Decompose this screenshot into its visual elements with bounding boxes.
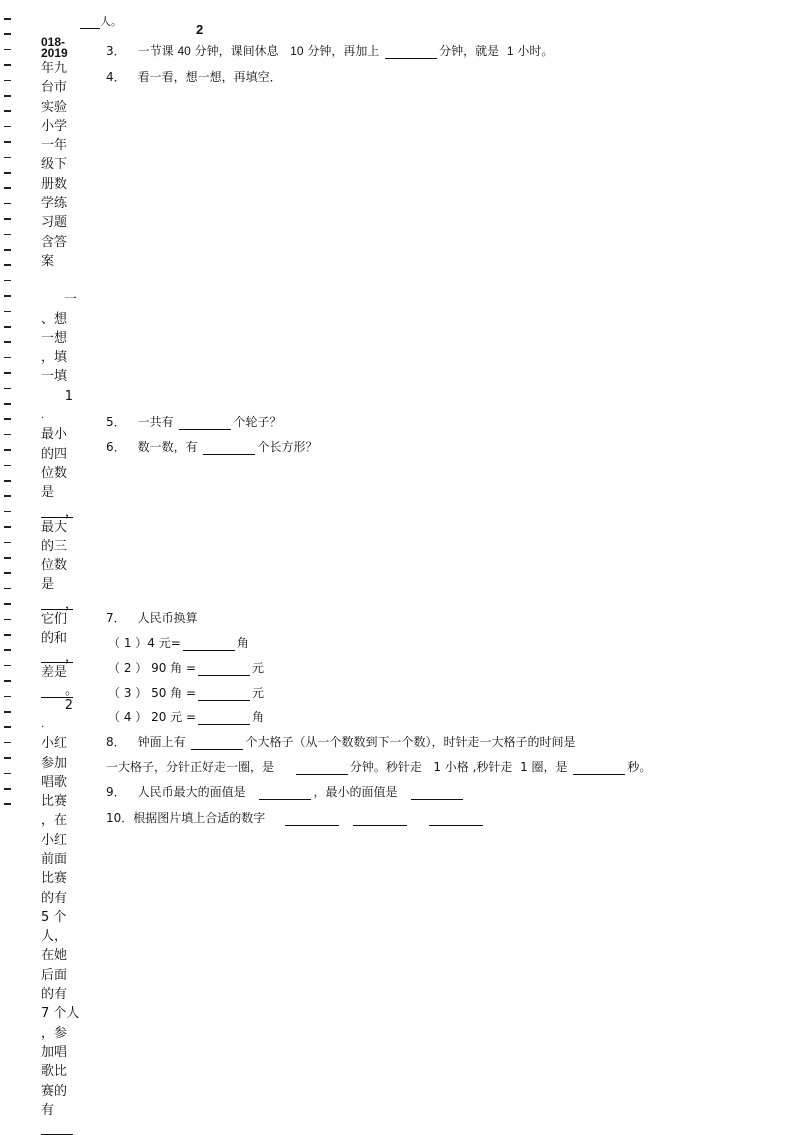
- question-4: [106, 68, 282, 85]
- column-char: 5 个: [41, 909, 67, 925]
- question-8-line-2: [106, 758, 651, 775]
- q8-text-b: 个大格子（从一个数数到下一个数），时针走一大格子的时间是: [245, 735, 576, 749]
- binding-dash: [4, 311, 11, 313]
- column-char: 有: [41, 1102, 55, 1118]
- binding-dash: [4, 126, 11, 128]
- q8-answer-blank-3[interactable]: [573, 762, 625, 775]
- binding-dash: [4, 372, 11, 374]
- top-blank: [80, 16, 100, 29]
- binding-dash: [4, 341, 11, 343]
- column-char: 比赛: [41, 871, 68, 887]
- column-char: 一填: [41, 369, 68, 385]
- q7-item: [108, 659, 264, 676]
- column-char: 最小: [41, 427, 68, 443]
- top-unit: 人。: [100, 15, 122, 28]
- binding-dash: [4, 711, 11, 713]
- column-char: 含答: [41, 234, 68, 250]
- binding-dash: [4, 95, 11, 97]
- q3-num-1: 40: [177, 44, 191, 58]
- column-char: 的和: [41, 631, 68, 647]
- q8-text-d: 分钟。秒针走: [349, 760, 422, 774]
- q8-text-f: 圈，是: [531, 760, 568, 774]
- question-10: [106, 809, 485, 826]
- column-char: 最大: [41, 519, 68, 535]
- binding-dash: [4, 542, 11, 544]
- column-char: 加唱: [41, 1044, 68, 1060]
- binding-dash: [4, 603, 11, 605]
- column-char: 是: [41, 485, 55, 501]
- question-7: [106, 609, 198, 626]
- q10-answer-blank-3[interactable]: [429, 813, 483, 826]
- binding-dash: [4, 680, 11, 682]
- q5-text-a: 一共有: [137, 415, 174, 429]
- column-char: 它们: [41, 611, 68, 627]
- binding-dash: [4, 465, 11, 467]
- q8-text-g: 秒。: [627, 760, 652, 774]
- q1-part-b: [41, 518, 81, 595]
- q2-dot: .: [41, 718, 45, 730]
- q1-part-c: [41, 610, 81, 649]
- q9-answer-blank-1[interactable]: [259, 787, 311, 800]
- q8-text-c: 一大格子，分针正好走一圈，是: [106, 760, 275, 774]
- binding-dash: [4, 280, 11, 282]
- q1-dot: .: [41, 410, 45, 422]
- column-char: 前面: [41, 851, 68, 867]
- q7-item-label: （ 1 ）4 元=: [108, 636, 181, 650]
- binding-dash: [4, 434, 11, 436]
- column-char: ，填: [41, 350, 68, 366]
- q1-number: 1: [64, 388, 73, 404]
- q8-answer-blank-2[interactable]: [296, 762, 348, 775]
- q1-end: 。: [65, 682, 79, 698]
- q2-number: 2: [64, 697, 73, 713]
- column-char: 年九: [41, 61, 68, 76]
- column-char: 、想: [41, 311, 68, 327]
- top-line-fragment: [80, 13, 122, 29]
- column-char: 在她: [41, 948, 68, 964]
- question-5: [106, 413, 282, 430]
- column-char: 的四: [41, 446, 68, 462]
- q7-item-unit: 角: [236, 636, 249, 650]
- binding-dash: [4, 449, 11, 451]
- column-char: 级下: [41, 157, 68, 173]
- q8-num-2: 1: [520, 760, 528, 774]
- binding-dash: [4, 157, 11, 159]
- q7-item-label: （ 2 ） 90 角 =: [108, 661, 197, 675]
- top-number: 2: [196, 22, 204, 37]
- binding-dash: [4, 634, 11, 636]
- q6-text-a: 数一数，有: [137, 440, 198, 454]
- column-char: 唱歌: [41, 774, 68, 790]
- binding-dash: [4, 696, 11, 698]
- column-char: 学练: [41, 196, 68, 212]
- q3-number: 3．: [106, 44, 126, 58]
- q7-item: [108, 708, 264, 725]
- q5-text-b: 个轮子？: [233, 415, 282, 429]
- column-char: 台市: [41, 80, 68, 96]
- column-char: 位数: [41, 465, 68, 481]
- binding-dash: [4, 495, 11, 497]
- binding-dash: [4, 264, 11, 266]
- q9-text-a: 人民币最大的面值是: [137, 785, 246, 799]
- column-char: 习题: [41, 215, 68, 231]
- column-char: 的三: [41, 538, 68, 554]
- q5-answer-blank[interactable]: [179, 417, 231, 430]
- q8-num-1: 1: [433, 760, 441, 774]
- binding-dash: [4, 203, 11, 205]
- q1-sep-c: ，: [65, 650, 79, 666]
- left-narrow-column: [41, 37, 81, 1135]
- column-char: 案: [41, 253, 55, 269]
- column-char: ，在: [41, 813, 68, 829]
- binding-dash: [4, 665, 11, 667]
- q1-part-d: [41, 663, 81, 682]
- q7-item-label: （ 3 ） 50 角 =: [108, 686, 197, 700]
- column-char: 小红: [41, 736, 68, 752]
- column-char: 一想: [41, 330, 68, 346]
- column-char: 实验: [41, 99, 68, 115]
- q3-text-b: 分钟，课间休息: [194, 44, 279, 58]
- q8-number: 8．: [106, 735, 126, 749]
- q10-text: 根据图片填上合适的数字: [133, 811, 266, 825]
- column-char: 小红: [41, 832, 68, 848]
- q7-text: 人民币换算: [137, 611, 198, 625]
- q1-part-a: [41, 425, 81, 502]
- binding-dash: [4, 295, 11, 297]
- q6-text-b: 个长方形？: [257, 440, 318, 454]
- q8-text-a: 钟面上有: [137, 735, 186, 749]
- q3-text-d: 分钟，就是: [439, 44, 500, 58]
- q3-num-3: 1: [506, 44, 514, 58]
- binding-dash: [4, 249, 11, 251]
- q8-answer-blank-1[interactable]: [191, 737, 243, 750]
- column-char: 一年: [41, 138, 68, 154]
- column-char: 位数: [41, 558, 68, 574]
- column-char: 赛的: [41, 1083, 68, 1099]
- q10-number: 10．: [106, 811, 134, 825]
- binding-dash: [4, 33, 11, 35]
- section-chars: [41, 310, 81, 387]
- binding-dash: [4, 64, 11, 66]
- q7-item-unit: 元: [252, 661, 265, 675]
- q10-answer-blank-2[interactable]: [353, 813, 407, 826]
- q7-item-blank[interactable]: [198, 712, 250, 725]
- question-9: [106, 783, 465, 800]
- question-3: [106, 42, 553, 59]
- column-char: 的有: [41, 890, 68, 906]
- q7-item: [108, 634, 249, 651]
- binding-dash: [4, 388, 11, 390]
- column-char: 小学: [41, 118, 68, 134]
- q1-sep-b: ，: [65, 596, 79, 612]
- binding-dash: [4, 172, 11, 174]
- q3-text-a: 一节课: [137, 44, 174, 58]
- binding-dash-line: [4, 18, 12, 818]
- binding-dash: [4, 326, 11, 328]
- binding-dash: [4, 557, 11, 559]
- q7-item-unit: 元: [252, 686, 265, 700]
- q10-answer-blank-1[interactable]: [285, 813, 339, 826]
- binding-dash: [4, 218, 11, 220]
- q3-text-c: 分钟，再加上: [307, 44, 380, 58]
- q9-answer-blank-2[interactable]: [411, 787, 463, 800]
- section-dash: 一: [63, 292, 77, 308]
- column-char: ，参: [41, 1025, 68, 1041]
- column-char: 差是: [41, 665, 68, 681]
- q9-text-b: ，最小的面值是: [313, 785, 398, 799]
- column-char: 的有: [41, 987, 68, 1003]
- q3-text-e: 小时。: [517, 44, 554, 58]
- q7-item-blank[interactable]: [198, 663, 250, 676]
- question-8: [106, 733, 576, 750]
- title-year: 018-2019: [41, 35, 68, 60]
- q7-item: [108, 684, 264, 701]
- q7-item-label: （ 4 ） 20 元 =: [108, 710, 197, 724]
- q8-text-e: 小格 ,秒针走: [444, 760, 513, 774]
- column-char: 人，: [41, 929, 68, 945]
- column-char: 是: [41, 577, 55, 593]
- q4-number: 4．: [106, 70, 126, 84]
- q7-item-blank[interactable]: [198, 688, 250, 701]
- binding-dash: [4, 788, 11, 790]
- q4-text: 看一看，想一想，再填空．: [137, 70, 282, 84]
- column-char: 7 个人: [41, 1006, 80, 1022]
- binding-dash: [4, 418, 11, 420]
- binding-dash: [4, 803, 11, 805]
- binding-dash: [4, 187, 11, 189]
- q9-number: 9．: [106, 785, 126, 799]
- binding-dash: [4, 526, 11, 528]
- q1-sep-a: ，: [65, 504, 79, 520]
- binding-dash: [4, 141, 11, 143]
- q3-answer-blank[interactable]: [385, 46, 437, 59]
- column-char: 参加: [41, 755, 68, 771]
- binding-dash: [4, 511, 11, 513]
- binding-dash: [4, 726, 11, 728]
- binding-dash: [4, 619, 11, 621]
- q5-number: 5．: [106, 415, 126, 429]
- binding-dash: [4, 80, 11, 82]
- q2-chars: [41, 734, 81, 1120]
- column-char: 歌比: [41, 1064, 68, 1080]
- binding-dash: [4, 110, 11, 112]
- binding-dash: [4, 49, 11, 51]
- q7-item-blank[interactable]: [183, 638, 235, 651]
- binding-dash: [4, 757, 11, 759]
- column-char: 后面: [41, 967, 68, 983]
- binding-dash: [4, 588, 11, 590]
- column-char: 比赛: [41, 794, 68, 810]
- q3-num-2: 10: [290, 44, 304, 58]
- q2-blank: [41, 1120, 73, 1135]
- binding-dash: [4, 357, 11, 359]
- binding-dash: [4, 18, 11, 20]
- question-6: [106, 438, 318, 455]
- q6-answer-blank[interactable]: [203, 442, 255, 455]
- q6-number: 6．: [106, 440, 126, 454]
- column-char: 册数: [41, 176, 68, 192]
- binding-dash: [4, 649, 11, 651]
- q7-number: 7．: [106, 611, 126, 625]
- binding-dash: [4, 773, 11, 775]
- q7-item-unit: 角: [252, 710, 265, 724]
- binding-dash: [4, 480, 11, 482]
- binding-dash: [4, 234, 11, 236]
- title-chars: [41, 59, 81, 271]
- binding-dash: [4, 403, 11, 405]
- binding-dash: [4, 742, 11, 744]
- binding-dash: [4, 572, 11, 574]
